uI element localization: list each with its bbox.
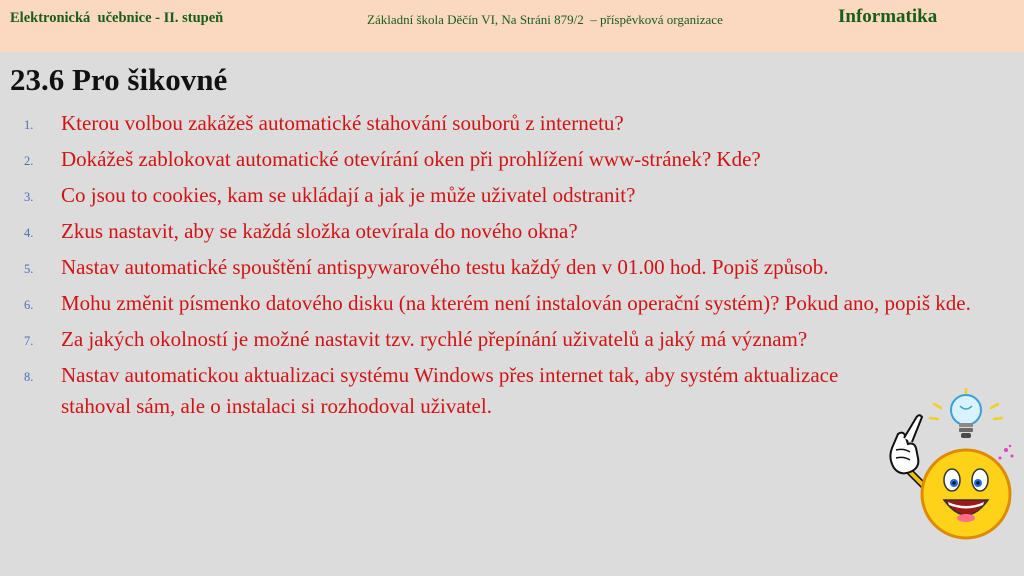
smiley-lightbulb-icon: [886, 388, 1020, 544]
task-list: [0, 108, 1010, 427]
list-item: [0, 288, 1010, 319]
list-item-number: 3.: [24, 190, 34, 204]
header-book-title: Elektronická učebnice - II. stupeň: [10, 10, 224, 26]
list-item: [0, 360, 1010, 422]
list-item: [0, 108, 1010, 139]
list-item-text: Co jsou to cookies, kam se ukládají a jak je může uživatel odstranit?: [61, 183, 636, 207]
list-item-text: Nastav automatickou aktualizaci systému Windows přes internet tak, aby systém aktualizace stahoval sám, ale o instalaci si rozhodoval uživatel.: [61, 363, 839, 418]
list-item-number: 8.: [24, 370, 34, 384]
list-item-number: 6.: [24, 298, 34, 312]
list-item: [0, 252, 1010, 283]
list-item-text: Mohu změnit písmenko datového disku (na kterém není instalován operační systém)? Pokud ano, popiš kde.: [61, 291, 971, 315]
list-item-number: 2.: [24, 154, 34, 168]
list-item: [0, 216, 1010, 247]
list-item: [0, 144, 1010, 175]
list-item-text: Zkus nastavit, aby se každá složka otevírala do nového okna?: [61, 219, 578, 243]
list-item-number: 4.: [24, 226, 34, 240]
list-item-text: Nastav automatické spouštění antispywarového testu každý den v 01.00 hod. Popiš způsob.: [61, 255, 829, 279]
header-subject: Informatika: [838, 6, 938, 27]
list-item: [0, 180, 1010, 211]
header-bar: [0, 0, 1024, 52]
page-title: 23.6 Pro šikovné: [10, 62, 228, 97]
list-item-number: 1.: [24, 118, 34, 132]
list-item-number: 7.: [24, 334, 34, 348]
list-item-text: Dokážeš zablokovat automatické otevírání oken při prohlížení www-stránek? Kde?: [61, 147, 761, 171]
list-item-text: Kterou volbou zakážeš automatické stahování souborů z internetu?: [61, 111, 624, 135]
header-school-name: Základní škola Děčín VI, Na Stráni 879/2 – příspěvková organizace: [367, 12, 723, 27]
list-item-text: Za jakých okolností je možné nastavit tzv. rychlé přepínání uživatelů a jaký má význam?: [61, 327, 808, 351]
list-item: [0, 324, 1010, 355]
list-item-number: 5.: [24, 262, 34, 276]
